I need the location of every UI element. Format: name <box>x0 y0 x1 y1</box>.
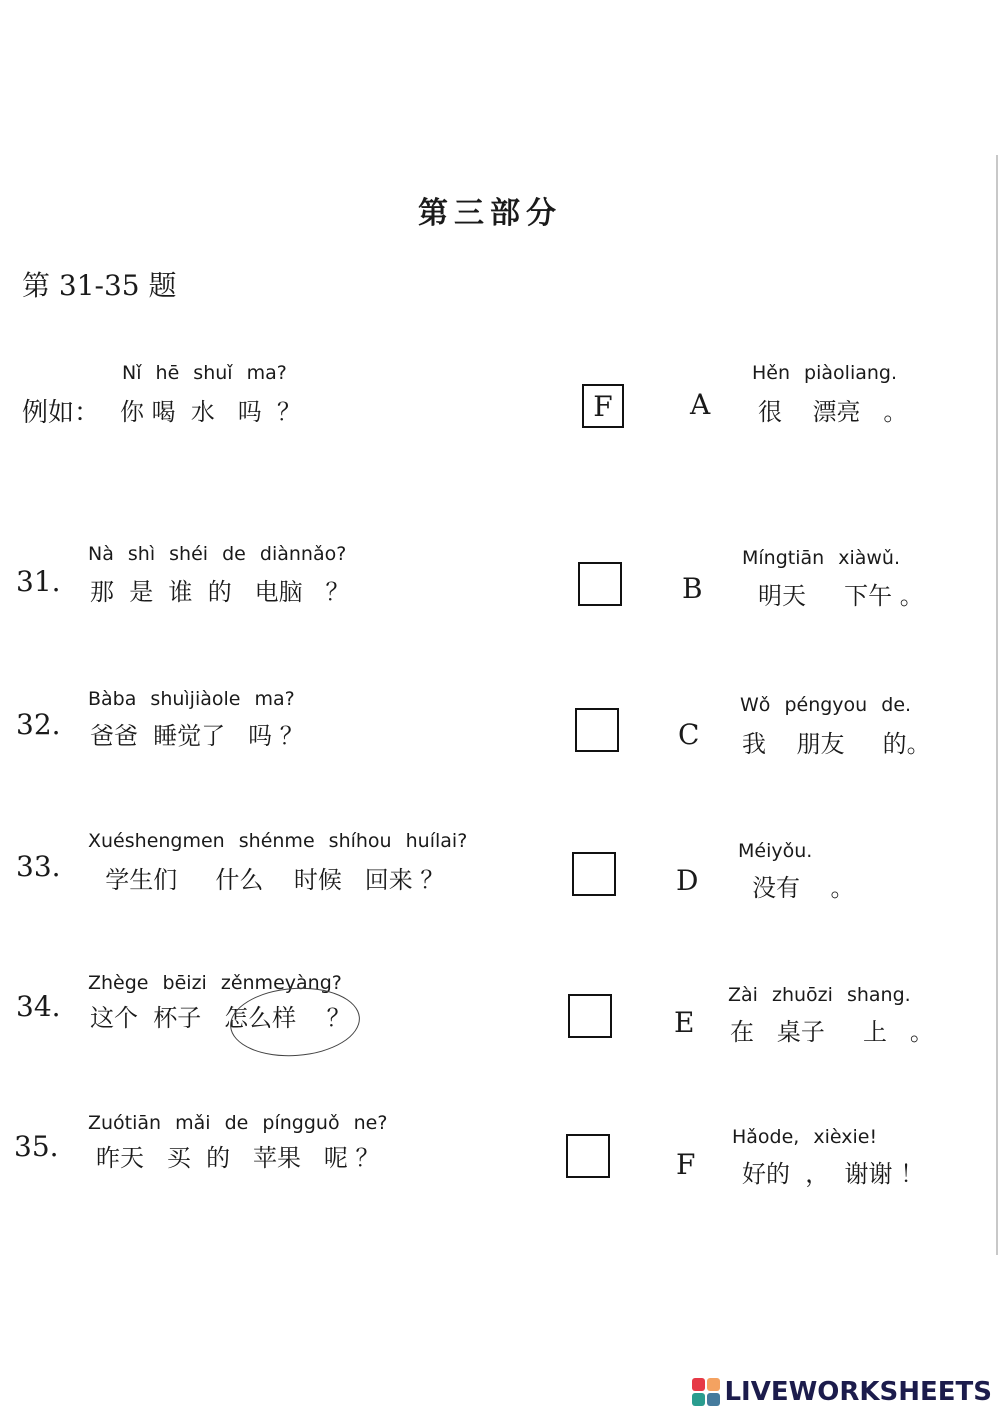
q35-number: 35. <box>14 1130 59 1163</box>
option-c-letter: C <box>678 718 700 751</box>
option-a-hanzi: 很 漂亮 。 <box>758 398 908 426</box>
q32-number: 32. <box>16 708 61 741</box>
option-b-letter: B <box>682 572 703 605</box>
q34-pinyin: Zhège bēizi zěnmeyàng? <box>88 972 342 994</box>
option-e-letter: E <box>674 1006 695 1039</box>
logo-square-2 <box>707 1378 720 1391</box>
q32-pinyin: Bàba shuìjiàole ma? <box>88 688 295 710</box>
option-b-hanzi: 明天 下午 。 <box>758 582 924 610</box>
q32-hanzi: 爸爸 睡觉了 吗 ？ <box>90 722 304 750</box>
question-range: 第 31-35 题 <box>22 269 177 302</box>
q31-hanzi: 那 是 谁 的 电脑 ？ <box>90 578 350 606</box>
option-e-pinyin: Zài zhuōzi shang. <box>728 984 911 1006</box>
q34-number: 34. <box>16 990 61 1023</box>
option-d-letter: D <box>676 864 699 897</box>
logo-square-3 <box>692 1393 705 1406</box>
logo-mark-icon <box>692 1378 720 1406</box>
logo-square-4 <box>707 1393 720 1406</box>
q31-number: 31. <box>16 565 61 598</box>
option-c-pinyin: Wǒ péngyou de. <box>740 694 912 716</box>
option-f-hanzi: 好的 ， 谢谢 ！ <box>742 1160 925 1188</box>
example-pinyin: Nǐ hē shuǐ ma? <box>122 362 287 384</box>
q33-pinyin: Xuéshengmen shénme shíhou huílai? <box>88 830 468 852</box>
option-c-hanzi: 我 朋友 的。 <box>742 730 931 758</box>
q33-answer-box[interactable] <box>572 852 616 896</box>
option-d-hanzi: 没有 。 <box>752 874 855 902</box>
option-a-letter: A <box>690 388 711 421</box>
option-d-pinyin: Méiyǒu. <box>738 840 813 862</box>
option-b-pinyin: Míngtiān xiàwǔ. <box>742 547 901 569</box>
q33-number: 33. <box>16 850 61 883</box>
page-edge-shadow <box>996 155 998 1255</box>
q34-hanzi: 这个 杯子 怎么样 ？ <box>90 1004 351 1032</box>
example-label: 例如： <box>22 398 101 428</box>
q34-answer-box[interactable] <box>568 994 612 1038</box>
q31-pinyin: Nà shì shéi de diànnǎo? <box>88 543 347 565</box>
liveworksheets-logo <box>692 1377 992 1407</box>
option-f-letter: F <box>676 1148 696 1181</box>
option-e-hanzi: 在 桌子 上 。 <box>730 1018 934 1046</box>
q35-answer-box[interactable] <box>566 1134 610 1178</box>
option-a-pinyin: Hěn piàoliang. <box>752 362 898 384</box>
q35-pinyin: Zuótiān mǎi de píngguǒ ne? <box>88 1112 388 1134</box>
option-f-pinyin: Hǎode, xièxie! <box>732 1126 878 1148</box>
pencil-circle-mark <box>228 984 362 1061</box>
section-title: 第三部分 <box>418 196 562 231</box>
q35-hanzi: 昨天 买 的 苹果 呢 ？ <box>96 1144 380 1172</box>
example-hanzi: 你 喝 水 吗 ？ <box>120 398 302 426</box>
logo-text: LIVEWORKSHEETS <box>724 1377 992 1407</box>
q31-answer-box[interactable] <box>578 562 622 606</box>
q33-hanzi: 学生们 什么 时候 回来 ？ <box>90 866 445 894</box>
logo-square-1 <box>692 1378 705 1391</box>
q32-answer-box[interactable] <box>575 708 619 752</box>
example-answer-box: F <box>582 384 624 428</box>
